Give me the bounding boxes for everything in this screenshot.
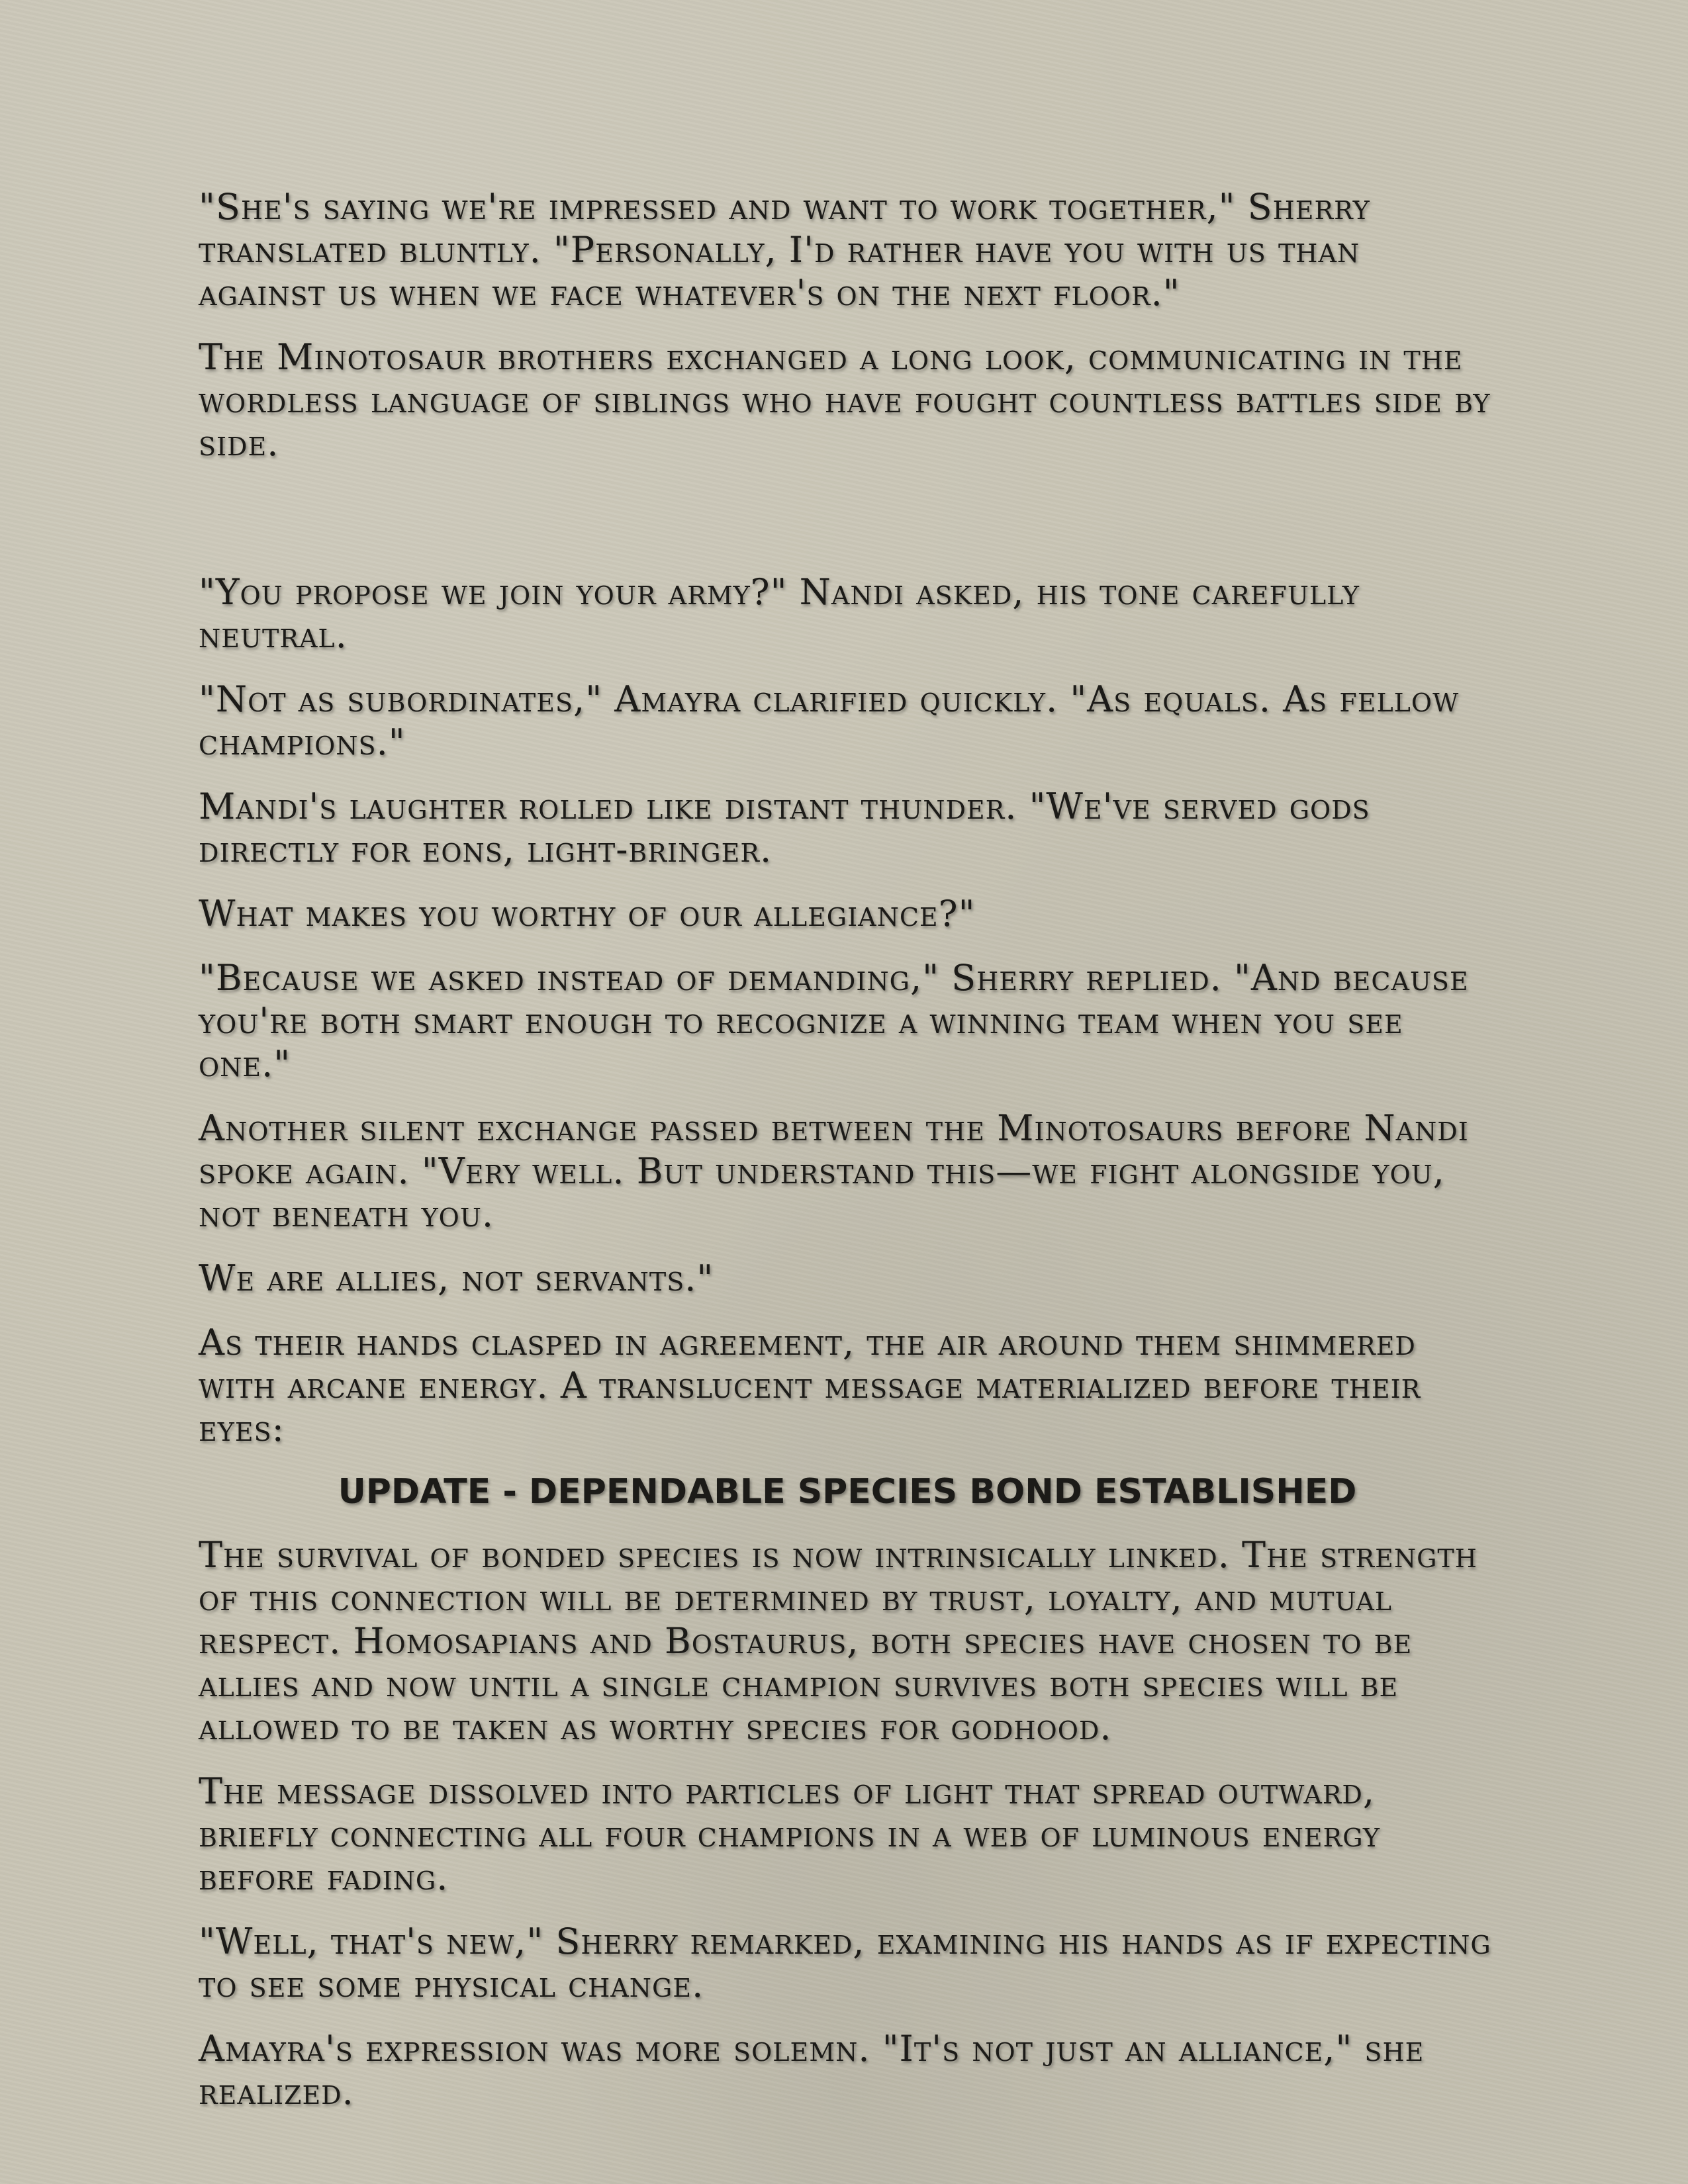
system-update-heading: UPDATE - DEPENDABLE SPECIES BOND ESTABLISHED [338, 1472, 1357, 1512]
paragraph: Another silent exchange passed between the Minotosaurs before Nandi spoke again. "Very well. But understand this—we fight alongside you, not beneath you. [199, 1107, 1469, 1235]
page-body [199, 185, 1496, 2134]
paragraph: Amayra's expression was more solemn. "It's not just an alliance," she realized. [199, 2028, 1425, 2113]
paragraph: What makes you worthy of our allegiance?" [199, 893, 976, 934]
paragraph: The Minotosaur brothers exchanged a long look, communicating in the wordless language of siblings who have fought countless battles side by side. [199, 336, 1491, 464]
paragraph: "You propose we join your army?" Nandi asked, his tone carefully neutral. [199, 571, 1360, 656]
paragraph: As their hands clasped in agreement, the air around them shimmered with arcane energy. A translucent message materialized before their eyes: [199, 1322, 1421, 1449]
section-gap [199, 486, 1496, 570]
paragraph: Mandi's laughter rolled like distant thunder. "We've served gods directly for eons, light-bringer. [199, 786, 1370, 870]
paragraph: We are allies, not servants." [199, 1257, 714, 1299]
paragraph: "Because we asked instead of demanding," Sherry replied. "And because you're both smart enough to recognize a winning team when you see one." [199, 957, 1469, 1085]
paragraph: The survival of bonded species is now intrinsically linked. The strength of this connection will be determined by trust, loyalty, and mutual respect. Homosapians and Bostaurus, both species have chosen to be allies and now until a single champion survives both species will be allowed to be taken as worthy species for godhood. [199, 1534, 1477, 1748]
paragraph: "Not as subordinates," Amayra clarified quickly. "As equals. As fellow champions." [199, 678, 1460, 763]
paragraph: The message dissolved into particles of light that spread outward, briefly connecting all four champions in a web of luminous energy before fading. [199, 1770, 1380, 1898]
paragraph: "She's saying we're impressed and want to work together," Sherry translated bluntly. "Personally, I'd rather have you with us than against us when we face whatever's on the next floor." [199, 186, 1370, 314]
paragraph: "Well, that's new," Sherry remarked, examining his hands as if expecting to see some physical change. [199, 1921, 1491, 2005]
